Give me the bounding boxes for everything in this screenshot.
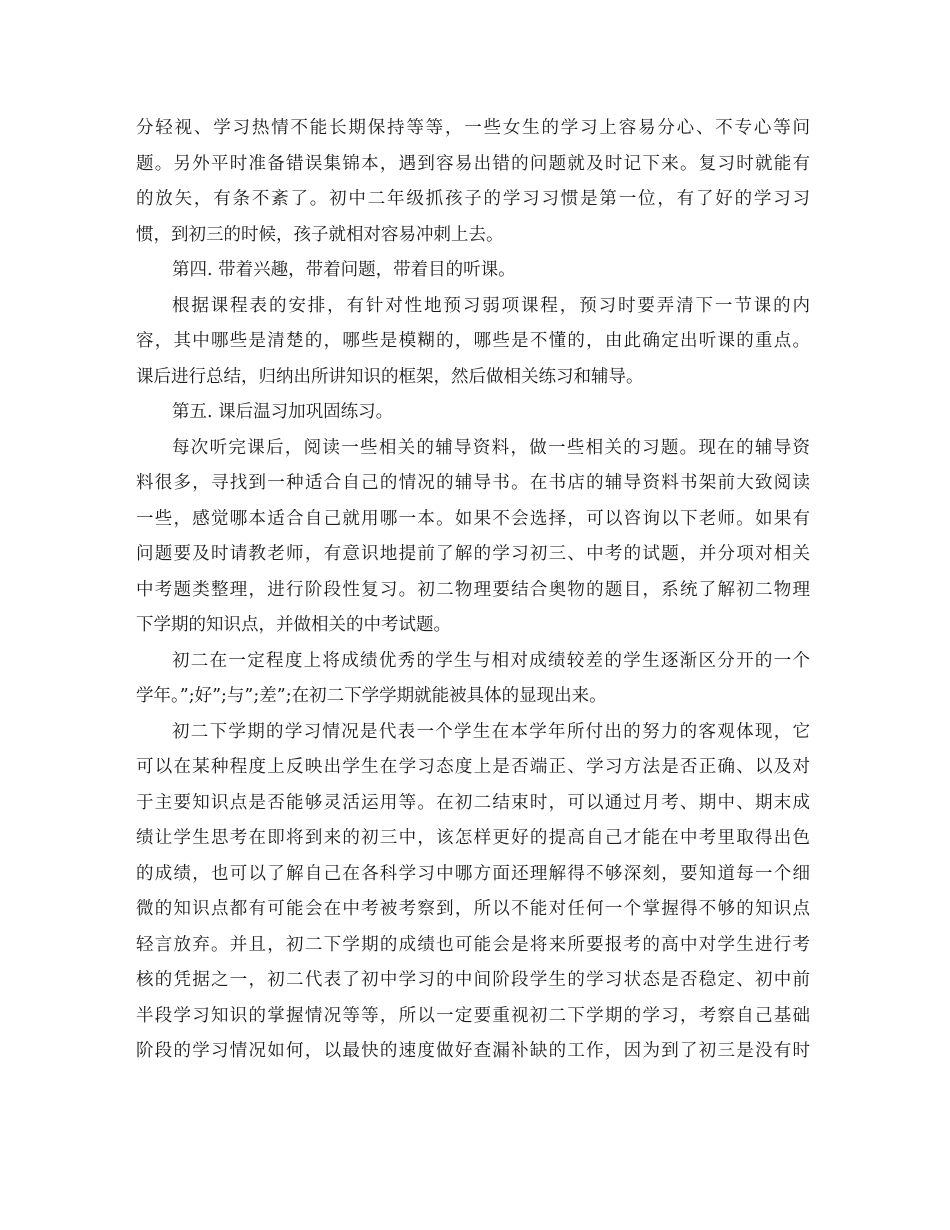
text-line: 料很多，寻找到一种适合自己的情况的辅导书。在书店的辅导资料书架前大致阅读	[136, 473, 810, 493]
text-line: 于主要知识点是否能够灵活运用等。在初二结束时，可以通过月考、期中、期末成	[136, 792, 810, 813]
text-line: 轻言放弃。并且，初二下学期的成绩也可能会是将来所要报考的高中对学生进行考	[136, 934, 810, 955]
text-line: 题。另外平时准备错误集锦本，遇到容易出错的问题就及时记下来。复习时就能有	[136, 153, 810, 174]
text-line: 的放矢，有条不紊了。初中二年级抓孩子的学习习惯是第一位，有了好的学习习	[136, 189, 810, 209]
text-line: 阶段的学习情况如何，以最快的速度做好查漏补缺的工作，因为到了初三是没有时	[136, 1041, 810, 1061]
text-line: 微的知识点都有可能会在中考被考察到，所以不能对任何一个掌握得不够的知识点	[136, 899, 810, 919]
text-line: 中考题类整理，进行阶段性复习。初二物理要结合奥物的题目，系统了解初二物理	[136, 579, 810, 600]
text-line: 学年。”;好”;与”;差”;在初二下学学期就能被具体的显现出来。	[136, 686, 607, 706]
text-line: 核的凭据之一，初二代表了初中学习的中间阶段学生的学习状态是否稳定、初中前	[136, 970, 810, 990]
text-line: 第四. 带着兴趣，带着问题，带着目的听课。	[172, 260, 516, 280]
text-line: 分轻视、学习热情不能长期保持等等，一些女生的学习上容易分心、不专心等问	[136, 118, 810, 138]
text-line: 初二下学期的学习情况是代表一个学生在本学年所付出的努力的客观体现，它	[172, 721, 810, 742]
text-line: 下学期的知识点，并做相关的中考试题。	[136, 615, 451, 635]
text-line: 半段学习知识的掌握情况等等，所以一定要重视初二下学期的学习，考察自己基础	[136, 1005, 810, 1026]
text-line: 第五. 课后温习加巩固练习。	[172, 402, 394, 422]
text-line: 课后进行总结，归纳出所讲知识的框架，然后做相关练习和辅导。	[136, 366, 644, 387]
text-line: 问题要及时请教老师，有意识地提前了解的学习初三、中考的试题，并分项对相关	[136, 544, 810, 564]
text-line: 惯，到初三的时候，孩子就相对容易冲刺上去。	[136, 224, 504, 245]
text-line: 容，其中哪些是清楚的，哪些是模糊的，哪些是不懂的，由此确定出听课的重点。	[136, 331, 810, 351]
document-body	[136, 111, 810, 1070]
text-line: 初二在一定程度上将成绩优秀的学生与相对成绩较差的学生逐渐区分开的一个	[172, 650, 810, 671]
text-line: 每次听完课后，阅读一些相关的辅导资料，做一些相关的习题。现在的辅导资	[172, 437, 810, 458]
text-line: 可以在某种程度上反映出学生在学习态度上是否端正、学习方法是否正确、以及对	[136, 757, 810, 777]
text-line: 的成绩，也可以了解自己在各科学习中哪方面还理解得不够深刻，要知道每一个细	[136, 863, 810, 884]
text-line: 绩让学生思考在即将到来的初三中，该怎样更好的提高自己才能在中考里取得出色	[136, 828, 810, 848]
text-line: 一些，感觉哪本适合自己就用哪一本。如果不会选择，可以咨询以下老师。如果有	[136, 508, 810, 529]
text-line: 根据课程表的安排，有针对性地预习弱项课程，预习时要弄清下一节课的内	[172, 295, 810, 316]
